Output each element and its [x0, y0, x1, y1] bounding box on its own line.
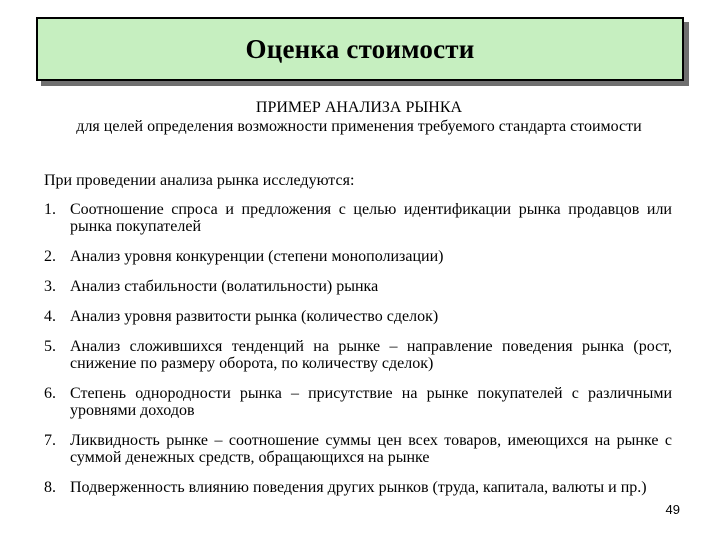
list-item — [44, 432, 672, 466]
item-number: 6. — [44, 385, 56, 402]
slide-title: Оценка стоимости — [245, 33, 475, 64]
item-text: Анализ стабильности (волатильности) рынка — [70, 278, 379, 295]
intro-text: При проведении анализа рынка исследуются: — [44, 172, 355, 189]
item-number: 7. — [44, 432, 56, 449]
title-box — [36, 17, 684, 81]
item-number: 8. — [44, 479, 56, 496]
item-number: 2. — [44, 248, 56, 265]
item-number: 3. — [44, 278, 56, 295]
list-item — [44, 338, 672, 372]
list-item — [44, 479, 672, 496]
list-item — [44, 248, 672, 265]
analysis-list — [44, 201, 672, 509]
list-item — [44, 385, 672, 419]
section-heading: ПРИМЕР АНАЛИЗА РЫНКА — [255, 99, 463, 116]
item-text: Анализ уровня конкуренции (степени монополизации) — [70, 248, 444, 265]
item-text: Степень однородности рынка – присутствие на рынке покупателей с различными уровнями доходов — [70, 385, 672, 419]
section-subheading: для целей определения возможности применения требуемого стандарта стоимости — [76, 118, 642, 135]
list-item — [44, 278, 672, 295]
list-item — [44, 201, 672, 235]
item-text: Анализ сложившихся тенденций на рынке – направление поведения рынка (рост, снижение по размеру оборота, по количеству сделок) — [70, 338, 672, 372]
item-number: 4. — [44, 308, 56, 325]
item-text: Ликвидность рынке – соотношение суммы цен всех товаров, имеющихся на рынке с суммой денежных средств, обращающихся на рынке — [70, 432, 672, 466]
item-number: 1. — [44, 201, 56, 218]
subtitle-block — [44, 98, 674, 136]
item-number: 5. — [44, 338, 56, 355]
page-number: 49 — [665, 502, 680, 517]
item-text: Соотношение спроса и предложения с целью идентификации рынка продавцов или рынка покупателей — [70, 201, 672, 235]
item-text: Подверженность влиянию поведения других рынков (труда, капитала, валюты и пр.) — [70, 479, 647, 496]
item-text: Анализ уровня развитости рынка (количество сделок) — [70, 308, 439, 325]
list-item — [44, 308, 672, 325]
